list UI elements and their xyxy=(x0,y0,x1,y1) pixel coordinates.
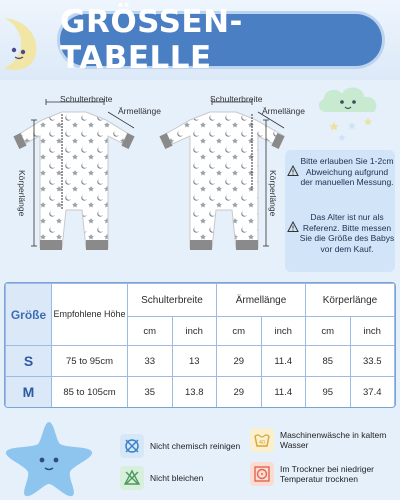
size-cell: S xyxy=(6,346,52,377)
value-cell: 33.5 xyxy=(350,346,395,377)
wash-cold-icon xyxy=(250,428,274,452)
unit-header: cm xyxy=(217,317,262,346)
note-text: Das Alter ist nur als Referenz. Bitte messen Sie die Größe des Babys vor dem Kauf. xyxy=(299,212,395,254)
unit-header: inch xyxy=(350,317,395,346)
tumble-dry-low-icon xyxy=(250,462,274,486)
value-cell: 35 xyxy=(128,377,173,408)
table-row xyxy=(6,346,395,377)
left-sleeve-label: Ärmellänge xyxy=(118,106,161,116)
height-header: Empfohlene Höhe xyxy=(52,284,128,346)
value-cell: 95 xyxy=(306,377,351,408)
warning-icon xyxy=(287,221,299,233)
svg-text:40: 40 xyxy=(258,440,266,446)
no-bleach-icon xyxy=(120,466,144,490)
right-body-label: Körperlänge xyxy=(268,170,278,217)
value-cell: 11.4 xyxy=(261,377,306,408)
table-row xyxy=(6,377,395,408)
unit-header: cm xyxy=(306,317,351,346)
value-cell: 29 xyxy=(217,377,262,408)
note-measurement xyxy=(287,156,395,188)
size-header: Größe xyxy=(6,284,52,346)
notes-panel xyxy=(285,150,395,272)
value-cell: 13.8 xyxy=(172,377,217,408)
value-cell: 11.4 xyxy=(261,346,306,377)
page-title: GRÖSSEN-TABELLE xyxy=(60,4,243,76)
cloud-icon xyxy=(312,82,388,144)
value-cell: 85 xyxy=(306,346,351,377)
warning-icon xyxy=(287,165,299,177)
size-table xyxy=(4,282,396,408)
right-sleeve-label: Ärmellänge xyxy=(262,106,305,116)
height-cell: 75 to 95cm xyxy=(52,346,128,377)
size-cell: M xyxy=(6,377,52,408)
unit-header: cm xyxy=(128,317,173,346)
unit-header: inch xyxy=(261,317,306,346)
group-header: Ärmellänge xyxy=(217,284,306,317)
no-dry-clean-icon xyxy=(120,434,144,458)
care-text: Nicht chemisch reinigen xyxy=(150,441,241,451)
group-header: Schulterbreite xyxy=(128,284,217,317)
left-body-label: Körperlänge xyxy=(17,170,27,217)
star-icon xyxy=(2,418,96,498)
group-header: Körperlänge xyxy=(306,284,395,317)
height-cell: 85 to 105cm xyxy=(52,377,128,408)
value-cell: 13 xyxy=(172,346,217,377)
care-item-tumble-dry-low xyxy=(250,462,398,486)
moon-icon xyxy=(0,12,46,72)
note-text: Bitte erlauben Sie 1-2cm Abweichung aufgrund der manuellen Messung. xyxy=(300,156,394,187)
care-text: Maschinenwäsche in kaltem Wasser xyxy=(280,430,387,450)
title-banner xyxy=(60,4,382,76)
value-cell: 37.4 xyxy=(350,377,395,408)
left-shoulder-label: Schulterbreite xyxy=(60,94,113,104)
header xyxy=(0,0,400,80)
left-sleep-suit xyxy=(13,112,134,250)
care-text: Im Trockner bei niedriger Temperatur trocknen xyxy=(280,464,375,484)
value-cell: 33 xyxy=(128,346,173,377)
care-item-no-bleach xyxy=(120,466,203,490)
care-item-no-dry-clean xyxy=(120,434,240,458)
care-instructions xyxy=(0,414,400,500)
right-shoulder-label: Schulterbreite xyxy=(210,94,263,104)
unit-header: inch xyxy=(172,317,217,346)
value-cell: 29 xyxy=(217,346,262,377)
care-text: Nicht bleichen xyxy=(150,473,204,483)
care-item-wash-cold xyxy=(250,428,398,452)
note-age xyxy=(287,212,395,254)
